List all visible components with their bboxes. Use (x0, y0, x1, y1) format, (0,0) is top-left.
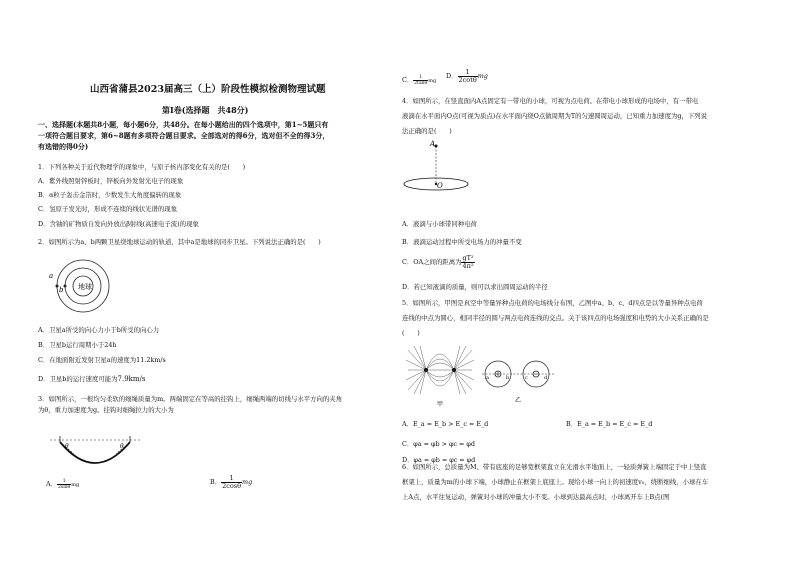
q4-option-b: B．液滴运动过程中所受电场力的冲量不变 (402, 238, 522, 246)
q2-option-b: B．卫星b运行周期小于24h (38, 341, 117, 349)
q4-option-a: A．液滴与小球带同种电荷 (402, 220, 477, 228)
field-lines-diagram (404, 346, 476, 408)
section-instructions-3: 有选错的得0分) (38, 142, 89, 151)
q6-stem-2: 框架上，质量为m的小球下端，小球静止在框架上底座上。现给小球一向上的初速度v₀，绕断细线，小球在车 (402, 478, 709, 486)
orbit-diagram (38, 252, 118, 314)
angle-right-label: θ (120, 443, 124, 450)
q3-option-a: A． $\frac{1}{2\sin\theta}$ mg (46, 478, 80, 490)
q1-option-c: C．氢原子发光时，形成不连续的线状光谱的现象 (38, 205, 178, 213)
q1-option-a: A．紫外线照射锌板时，锌板向外发射光电子的现象 (38, 177, 184, 185)
figure-yi-label: 乙 (515, 397, 522, 404)
part-title: 第Ⅰ卷(选择题 共48分) (162, 105, 249, 115)
q5-stem-2: 连线的中点为圆心，相同半径的圆与两点电荷连线的交点。关于该四点的电场强度和电势的大小关系正确的是 (402, 314, 709, 322)
figure-jia-label: 甲 (437, 401, 444, 408)
point-b-label: b (506, 375, 510, 381)
q2-option-a: A．卫星a所受的向心力小于b所受的向心力 (38, 326, 160, 334)
q3-stem-1: 3．如图所示，一根均匀柔软的细绳质量为m。两端固定在等高的挂钩上，细绳两端的切线与水平方向的夹角 (38, 395, 343, 403)
orbit-b-label: b (59, 286, 64, 294)
q5-option-c: C．φa = φb > φc = φd (402, 440, 476, 448)
q4-stem-1: 4．如图所示，在竖直面内A点固定有一带电的小球，可视为点电荷。在带电小球形成的电场中，有一带电 (402, 97, 699, 105)
section-instructions-1: 一、选择题(本题共8小题，每小题6分，共48分。在每小题给出的四个选项中，第1~5题只有 (38, 120, 329, 129)
q6-stem-3: 上A点，水平往复运动，弹簧对小球的冲量大小不变。小球到达最高点时，小球离开车上B点(图 (402, 493, 670, 501)
q4-stem-3: 法正确的是( ) (402, 127, 452, 135)
four-points-diagram (482, 350, 562, 406)
q5-option-a: A．E_a = E_b > E_c = E_d (402, 420, 489, 428)
q6-stem-1: 6．如图所示，总质量为M、带有底座的足够宽框架直立在光滑水平地面上，一轻质弹簧上端固定于中上竖直 (402, 463, 707, 471)
point-a-label: a (486, 375, 489, 381)
q4-option-d: D．若已知液滴的质量，则可以求出圆周运动的半径 (402, 283, 548, 291)
q3-option-c: C． $\frac{1}{2\tan\theta}$ mg (402, 74, 437, 86)
charged-ball-diagram (402, 138, 474, 200)
orbit-a-label: a (49, 272, 54, 280)
angle-left-label: θ (65, 443, 69, 450)
q5-stem-3: ( ) (402, 329, 420, 337)
q2-stem: 2．如图所示为a、b两颗卫星绕地球运动的轨道，其中a是地球的同步卫星。下列说法正确的是( ) (38, 238, 321, 246)
q1-option-d: D．含铀的矿物质自发向外放出β射线(高速电子流)的现象 (38, 220, 199, 228)
q1-option-b: B．α粒子轰击金箔时，少数发生大角度偏转的现象 (38, 191, 182, 199)
point-d-label: d (544, 375, 548, 381)
rope-diagram (46, 432, 146, 472)
point-a-label: A (430, 140, 436, 148)
q5-option-d: D．φa = φb = φc = φd (402, 456, 476, 464)
q4-stem-2: 液滴在水平面内O点(可视为质点)在水平面内绕O点做周期为T的匀速圆周运动，已知重力加速度为g，下列说 (402, 112, 708, 120)
q5-stem-1: 5．如图所示，甲图是真空中等量异种点电荷的电场线分布图，乙图中a、b、c、d四点是以等量异种点电荷 (402, 299, 703, 307)
section-instructions-2: 一项符合题目要求，第6~8题有多项符合题目要求。全部选对的得6分，选对但不全的得3分， (38, 131, 330, 140)
q2-option-c: C．在地面附近发射卫星a的速度为11.2km/s (38, 356, 166, 364)
point-c-label: c (525, 375, 528, 381)
q3-stem-2: 为θ，重力加速度为g。挂钩对细绳拉力的大小为 (38, 406, 174, 414)
q2-option-d: D．卫星b的运行速度可能为7.9km/s (38, 375, 146, 383)
earth-label: 地球 (78, 283, 92, 291)
q4-option-c: C．OA之间的距离为 $\frac{\text{gT²}}{\text{4π²}}$ (402, 253, 474, 270)
point-o-label: O (437, 182, 443, 190)
q5-option-b: B．E_a = E_b = E_c = E_d (566, 420, 653, 428)
exam-title: 山西省蒲县2023届高三（上）阶段性模拟检测物理试题 (90, 84, 326, 95)
q3-option-d: D． $\frac{1}{2\cot\theta}$ mg (446, 67, 488, 84)
q3-option-b: B． $\frac{1}{2\cos\theta}$ mg (210, 473, 253, 490)
q1-stem: 1．下列各种关于近代物理学的现象中，与原子核内部变化有关的是( ) (38, 163, 246, 171)
